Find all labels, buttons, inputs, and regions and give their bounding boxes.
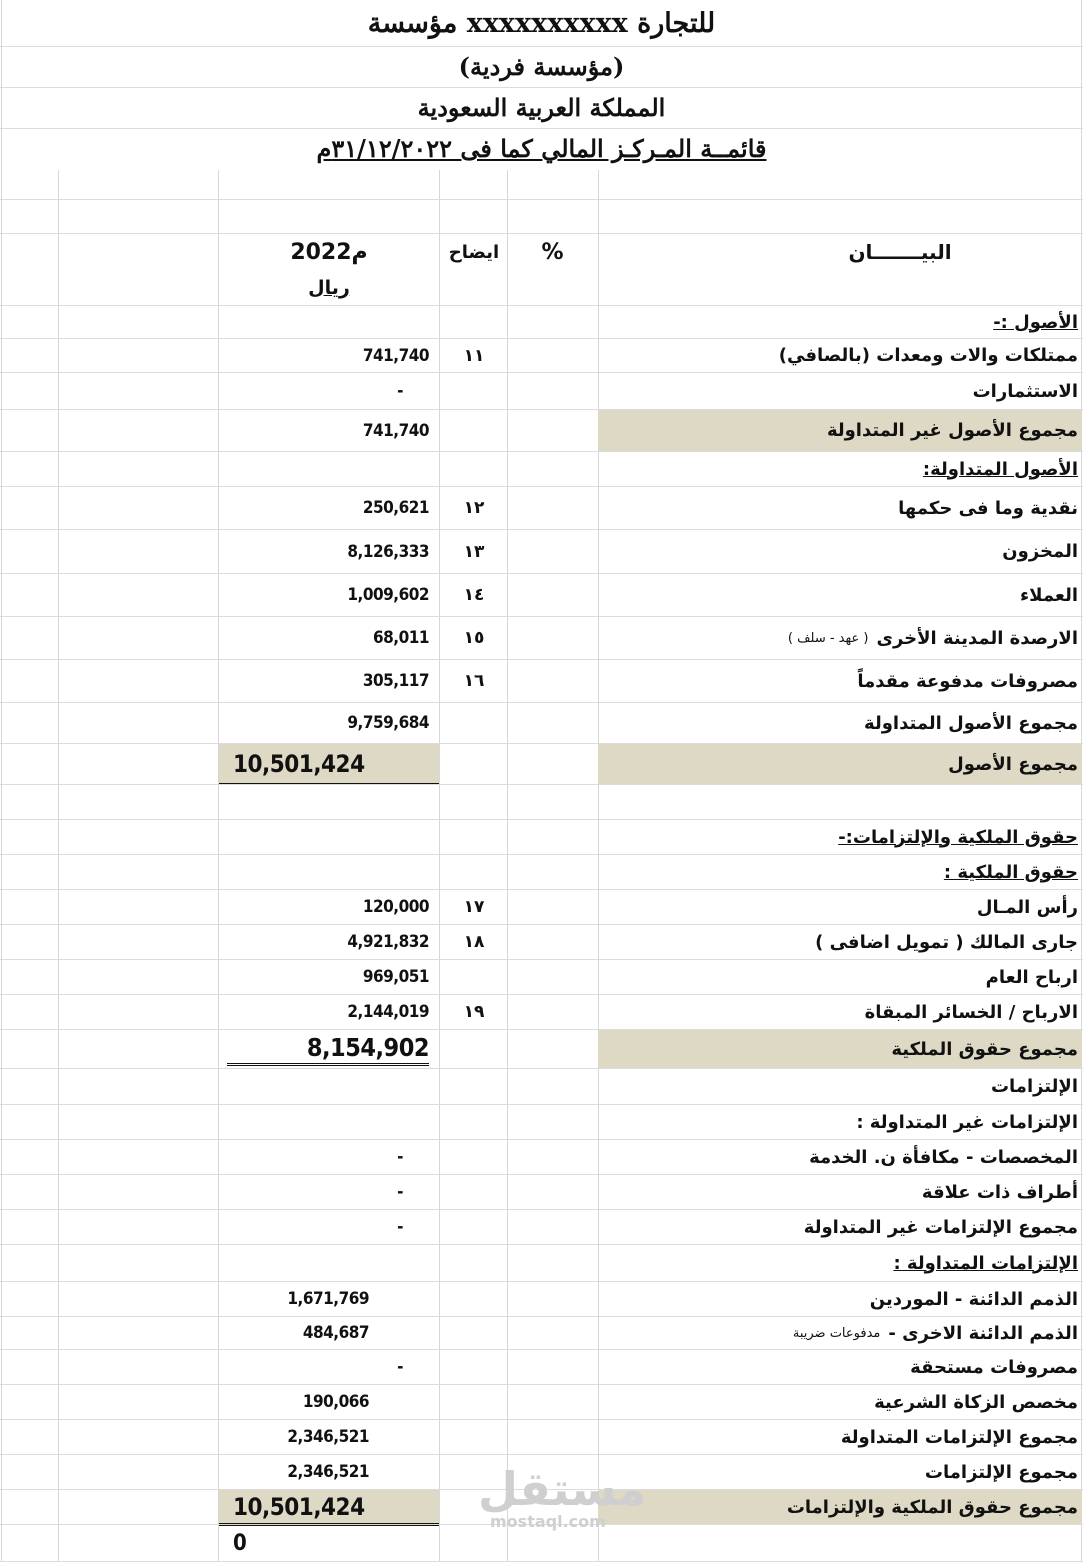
row-label-text: ارباح العام	[985, 966, 1078, 988]
row-amount: 250,621	[362, 498, 429, 518]
company-name: مؤسسة xxxxxxxxxx للتجارة	[0, 2, 1083, 47]
row-label-text: الذمم الدائنة - الموردين	[869, 1288, 1078, 1310]
country: المملكة العربية السعودية	[0, 88, 1083, 129]
row-label-text: نقدية وما فى حكمها	[898, 497, 1078, 519]
table-row	[0, 530, 1083, 574]
col-note: ايضاح	[448, 241, 500, 263]
table-row	[0, 1210, 1083, 1245]
row-label-text: مجموع الأصول غير المتداولة	[826, 420, 1078, 441]
row-amount: -	[397, 381, 403, 401]
table-row	[0, 487, 1083, 530]
row-amount	[219, 1030, 439, 1068]
row-note: ١٥	[463, 628, 485, 648]
row-note: ١٤	[463, 585, 485, 605]
row-label-text: مجموع حقوق الملكية	[891, 1038, 1078, 1060]
row-label	[598, 960, 1082, 994]
row-label	[598, 1350, 1082, 1384]
col-year: 2022م	[290, 239, 368, 265]
row-note: ١٦	[463, 671, 485, 691]
col-pct: %	[541, 239, 564, 265]
table-row	[0, 660, 1083, 703]
row-label	[598, 410, 1082, 451]
table-row	[0, 960, 1083, 995]
row-amount: 2,346,521	[287, 1462, 369, 1482]
row-label-text: الذمم الدائنة الاخرى -	[888, 1322, 1078, 1344]
currency-row	[0, 270, 1083, 306]
table-row	[0, 1105, 1083, 1140]
row-label-text: الأصول :-	[993, 311, 1078, 333]
row-label	[598, 1030, 1082, 1068]
table-row	[0, 1317, 1083, 1350]
row-label	[598, 703, 1082, 743]
table-row	[0, 1385, 1083, 1420]
row-amount: 9,759,684	[347, 713, 429, 733]
row-label	[598, 744, 1082, 784]
table-row	[0, 995, 1083, 1030]
row-amount: 484,687	[302, 1323, 369, 1343]
table-row	[0, 1140, 1083, 1175]
table-row	[0, 1245, 1083, 1282]
row-label-note: مدفوعات ضريبة	[792, 1325, 881, 1341]
table-row	[0, 1175, 1083, 1210]
row-label-text: جارى المالك ( تمويل اضافى )	[815, 931, 1078, 953]
table-row	[0, 1282, 1083, 1317]
row-label-text: رأس المـال	[976, 896, 1078, 918]
row-note: ١٩	[463, 1002, 485, 1022]
row-label	[598, 1455, 1082, 1489]
row-label	[598, 1210, 1082, 1244]
currency-label: ريال	[308, 276, 350, 299]
column-header-row	[0, 234, 1083, 270]
blank-row	[0, 200, 1083, 234]
row-note: ١٣	[463, 541, 485, 562]
table-row	[0, 890, 1083, 925]
row-label	[598, 1490, 1082, 1524]
row-label	[598, 890, 1082, 924]
row-label	[598, 785, 1082, 819]
row-label-text: مجموع الإلتزامات المتداولة	[840, 1426, 1078, 1448]
watermark-url: mostaql.com	[490, 1512, 606, 1531]
table-row	[0, 1420, 1083, 1455]
row-amount: -	[397, 1357, 403, 1377]
row-amount-text: 8,154,902	[227, 1033, 429, 1066]
statement-title-text: قائمــة المـركـز المالي كما فى ٣١/١٢/٢٠٢٢م	[316, 134, 767, 163]
table-row	[0, 925, 1083, 960]
row-label	[598, 820, 1082, 854]
blank-row	[0, 170, 1083, 200]
row-label	[598, 1245, 1082, 1281]
table-row	[0, 744, 1083, 785]
row-amount: 190,066	[302, 1392, 369, 1412]
row-label-text: مجموع الأصول المتداولة	[864, 712, 1078, 734]
row-label-text: الارباح / الخسائر المبقاة	[864, 1001, 1078, 1023]
row-label-text: العملاء	[1019, 584, 1078, 606]
row-amount: 1,009,602	[347, 585, 429, 605]
table-row	[0, 1069, 1083, 1105]
row-label-text: حقوق الملكية والإلتزامات:-	[838, 826, 1078, 848]
row-label	[598, 1385, 1082, 1419]
row-amount: 4,921,832	[347, 932, 429, 952]
row-amount: 10,501,424	[219, 744, 439, 784]
statement-title	[0, 129, 1083, 169]
row-label-text: المخصصات - مكافأة ن. الخدمة	[809, 1146, 1078, 1168]
row-label-text: الأصول المتداولة:	[922, 458, 1078, 480]
row-label	[598, 1069, 1082, 1104]
row-label	[598, 660, 1082, 702]
watermark-logo: مستقل	[478, 1462, 647, 1516]
row-label	[598, 373, 1082, 409]
row-note: ١٨	[463, 932, 485, 952]
row-label-text: مخصص الزكاة الشرعية	[874, 1391, 1078, 1413]
row-label	[598, 1420, 1082, 1454]
row-label	[598, 1140, 1082, 1174]
row-amount: 10,501,424	[219, 1490, 439, 1524]
row-amount: 120,000	[362, 897, 429, 917]
row-label-text: مصروفات مدفوعة مقدماً	[857, 670, 1078, 692]
row-label	[598, 925, 1082, 959]
row-label-text: الإلتزامات المتداولة :	[893, 1252, 1078, 1274]
row-label	[598, 1175, 1082, 1209]
row-amount: -	[397, 1217, 403, 1237]
row-label	[598, 487, 1082, 529]
row-label	[598, 339, 1082, 372]
row-label	[598, 452, 1082, 486]
row-label-text: الاستثمارات	[972, 380, 1078, 402]
row-label	[598, 574, 1082, 616]
table-row	[0, 452, 1083, 487]
row-label-text: حقوق الملكية :	[943, 861, 1078, 883]
row-label	[598, 617, 1082, 659]
row-label-text: ممتلكات والات ومعدات (بالصافي)	[778, 345, 1078, 366]
row-amount: 0	[219, 1525, 439, 1561]
table-row	[0, 306, 1083, 339]
row-label-text: أطراف ذات علاقة	[921, 1181, 1078, 1203]
row-amount: -	[397, 1182, 403, 1202]
row-label-text: مجموع الإلتزامات	[924, 1461, 1078, 1483]
row-amount: 969,051	[362, 967, 429, 987]
row-label-text: مجموع حقوق الملكية والإلتزامات	[786, 1496, 1078, 1518]
row-amount: 741,740	[362, 345, 429, 366]
row-amount: 2,144,019	[347, 1002, 429, 1022]
row-amount: 2,346,521	[287, 1427, 369, 1447]
row-label	[598, 855, 1082, 889]
row-label	[598, 1525, 1082, 1561]
row-label-text: الإلتزامات	[990, 1076, 1078, 1097]
row-label	[598, 1282, 1082, 1316]
table-row	[0, 1350, 1083, 1385]
row-label	[598, 1105, 1082, 1139]
row-label-text: الارصدة المدينة الأخرى	[876, 627, 1078, 649]
table-row	[0, 785, 1083, 820]
row-amount: 68,011	[372, 628, 429, 648]
table-row	[0, 574, 1083, 617]
row-label-text: مجموع الأصول	[948, 753, 1078, 775]
table-row	[0, 855, 1083, 890]
row-label	[598, 530, 1082, 573]
row-note: ١٢	[463, 498, 485, 518]
row-amount: 8,126,333	[347, 541, 429, 562]
row-amount: 741,740	[362, 420, 429, 441]
col-currency	[219, 270, 439, 305]
col-desc: البيـــــــان	[848, 240, 952, 264]
row-label	[598, 306, 1082, 338]
company-type: (مؤسسة فردية)	[0, 47, 1083, 88]
table-row	[0, 339, 1083, 373]
row-label-text: الإلتزامات غير المتداولة :	[856, 1111, 1078, 1133]
table-row	[0, 820, 1083, 855]
table-row	[0, 703, 1083, 744]
row-label-text: المخزون	[1002, 541, 1078, 562]
row-amount: -	[397, 1147, 403, 1167]
table-row	[0, 410, 1083, 452]
row-label	[598, 1317, 1082, 1349]
table-row	[0, 373, 1083, 410]
row-label-text: مصروفات مستحقة	[910, 1356, 1078, 1378]
row-label	[598, 995, 1082, 1029]
row-amount: 1,671,769	[287, 1289, 369, 1309]
row-label-note: ( عهد - سلف )	[787, 630, 869, 646]
row-note: ١٧	[463, 897, 485, 917]
row-label-text: مجموع الإلتزامات غير المتداولة	[803, 1216, 1078, 1238]
row-amount: 305,117	[362, 671, 429, 691]
table-row	[0, 1030, 1083, 1069]
table-row	[0, 617, 1083, 660]
row-note: ١١	[463, 345, 485, 366]
